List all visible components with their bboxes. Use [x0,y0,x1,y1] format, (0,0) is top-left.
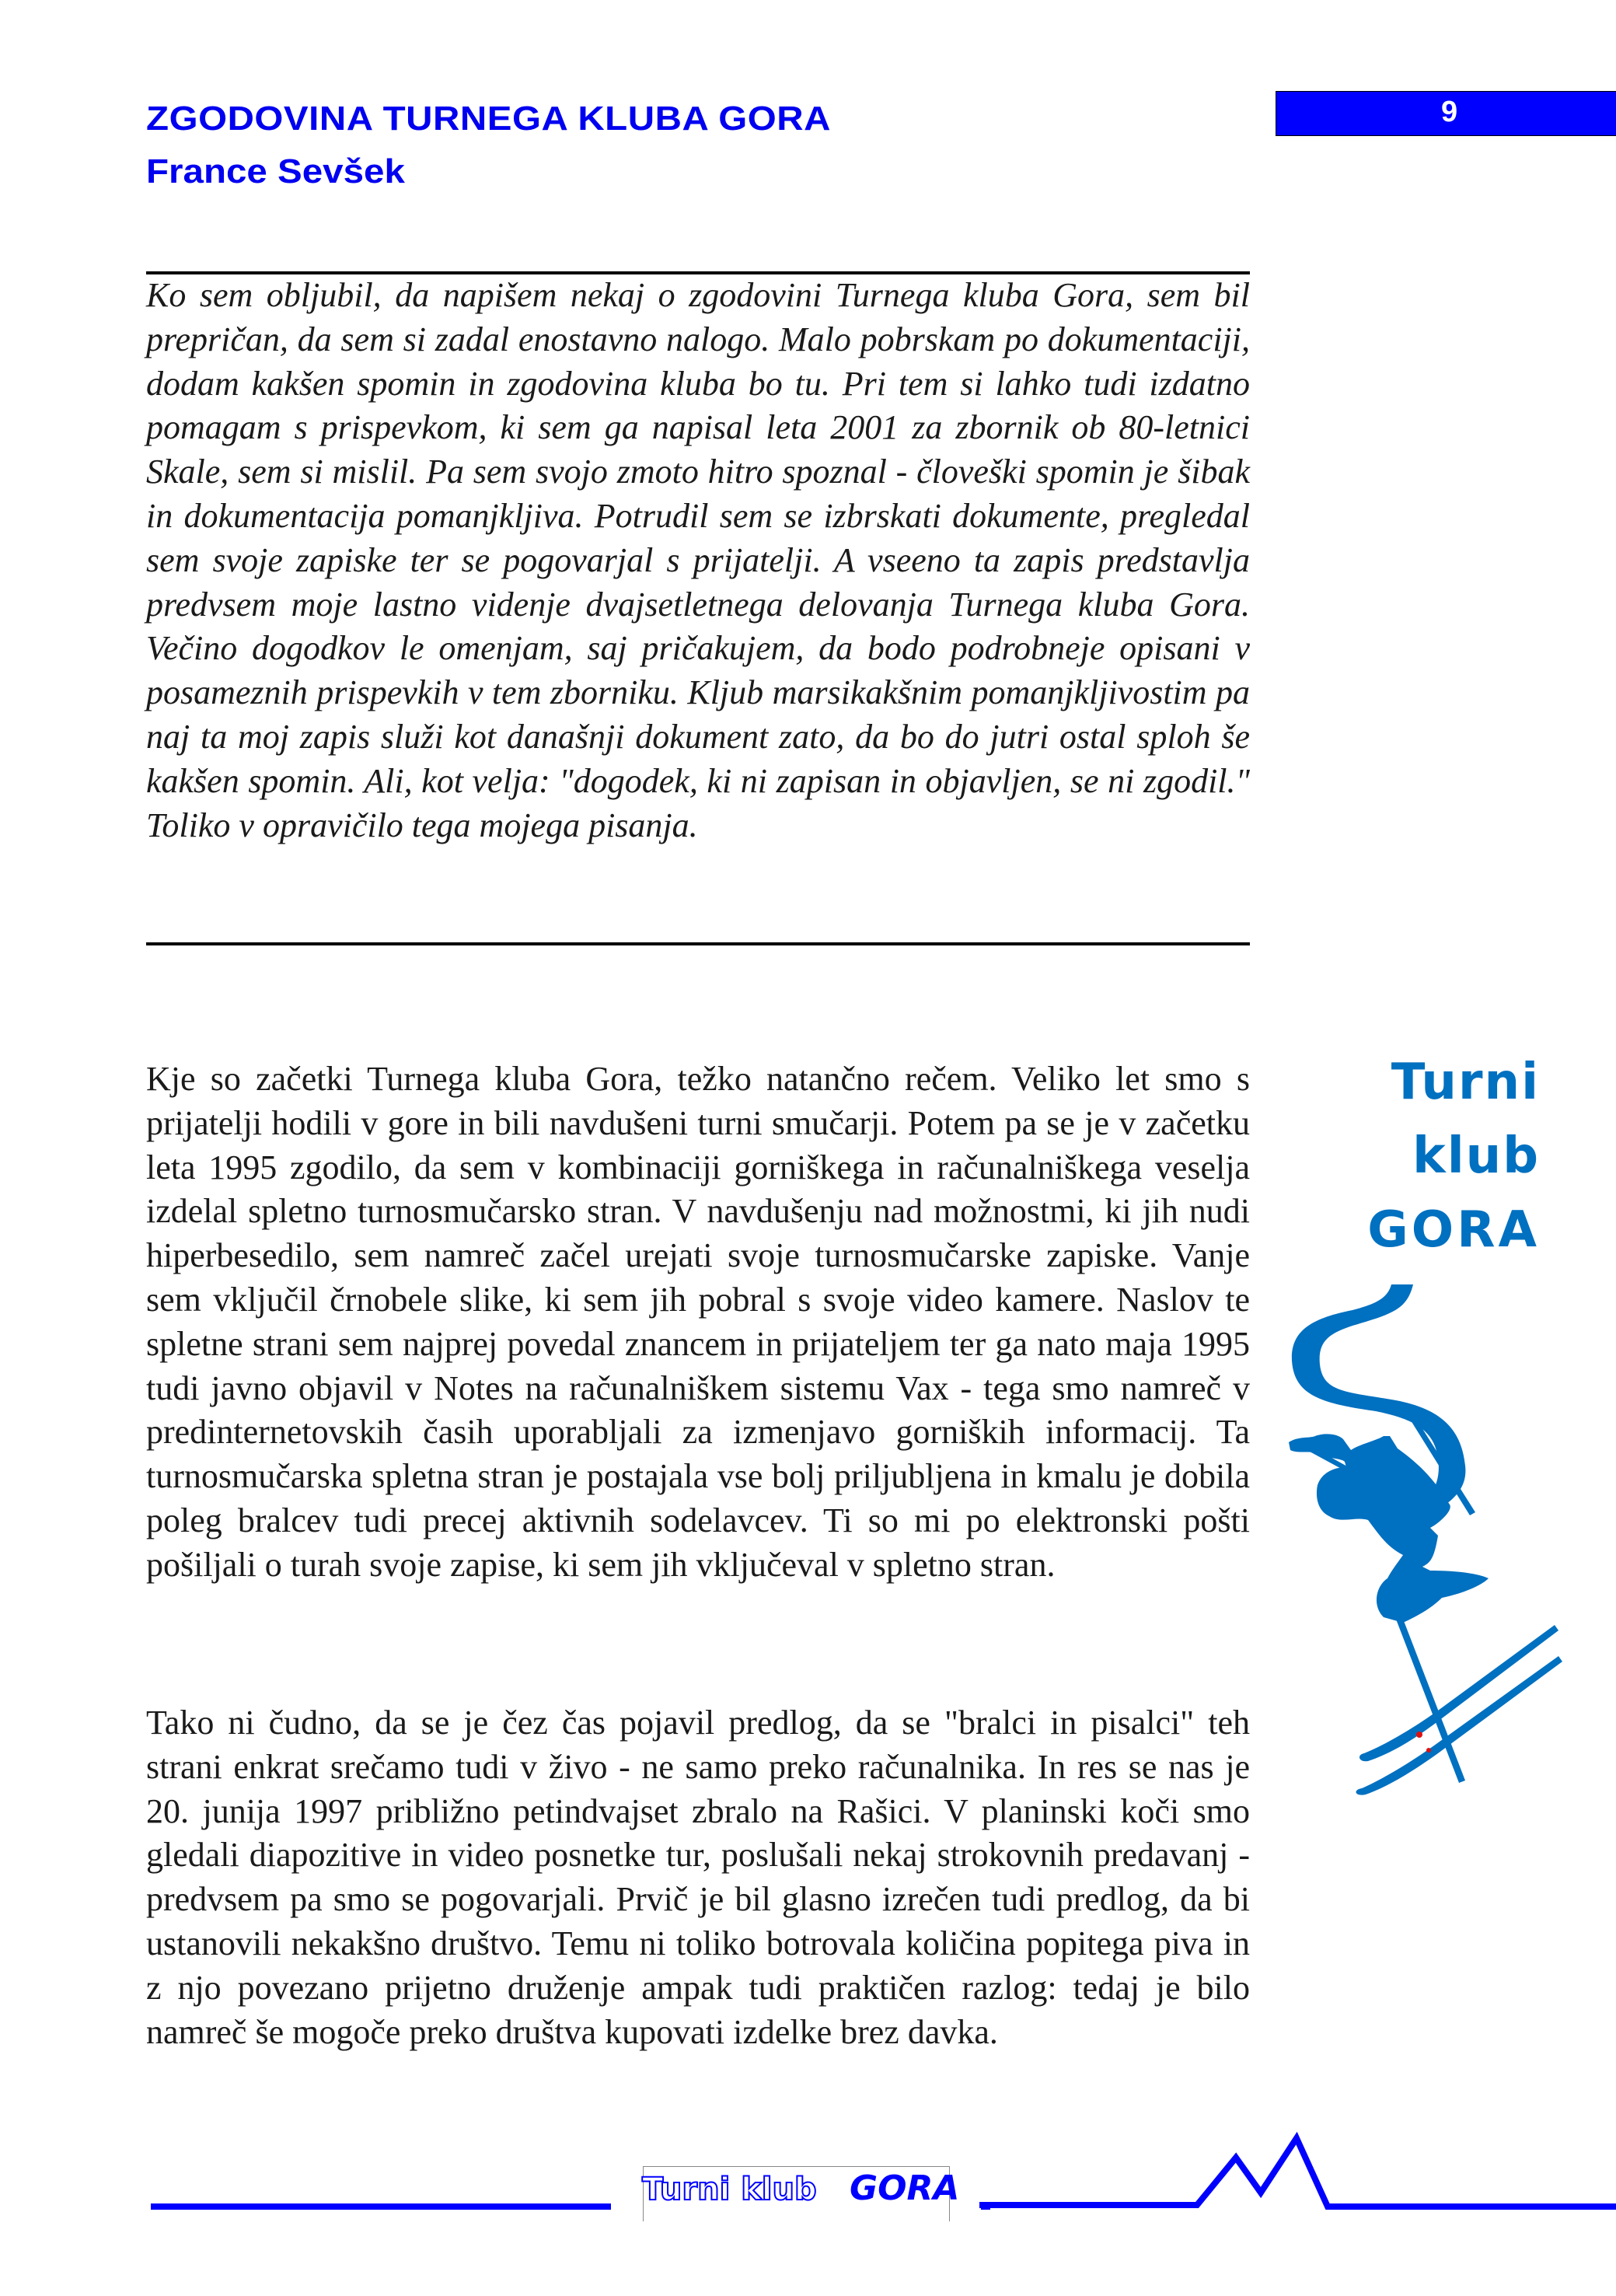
mountain-line-icon [972,2084,1616,2224]
intro-paragraph: Ko sem obljubil, da napišem nekaj o zgodovini Turnega kluba Gora, sem bil prepričan, da sem si zadal enostavno nalogo. Malo pobrskam po dokumentaciji, dodam kakšen spomin in zgodovina kluba bo tu. Pri tem si lahko tudi izdatno pomagam s prispevkom, ki sem ga napisal leta 2001 za zbornik ob 80-letnici Skale, sem si mislil. Pa sem svojo zmoto hitro spoznal - človeški spomin je šibak in dokumentacija pomanjkljiva. Potrudil sem se izbrskati dokumente, pregledal sem svoje zapiske ter se pogovarjal s prijatelji. A vseeno ta zapis predstavlja predvsem moje lastno videnje dvajsetletnega delovanja Turnega kluba Gora. Večino dogodkov le omenjam, saj pričakujem, da bodo podrobneje opisani v posameznih prispevkih v tem zborniku. Kljub marsikakšnim pomanjkljivostim pa naj ta moj zapis služi kot današnji dokument zato, da bo do jutri ostal sploh še kakšen spomin. Ali, kot velja: "dogodek, ki ni zapisan in objavljen, se ni zgodil." Toliko v opravičilo tega mojega pisanja. [146,276,1250,844]
intro-bottom-rule [146,942,1250,945]
page-number: 9 [1441,96,1458,128]
footer-logo-bold-text: GORA [850,2168,960,2208]
body-paragraph: Tako ni čudno, da se je čez čas pojavil predlog, da se "bralci in pisalci" teh strani enkrat srečamo tudi v živo - ne samo preko računalnika. In res se nas je 20. junija 1997 približno petindvajset zbralo na Rašici. V planinski koči smo gledali diapozitive in video posnetke tur, poslušali nekaj strokovnih predavanj - predvsem pa smo se pogovarjali. Prvič je bil glasno izrečen tudi predlog, da bi ustanovili nekakšno društvo. Temu ni toliko botrovala količina popitega piva in z njo povezano prijetno druženje ampak tudi praktičen razlog: tedaj je bilo namreč še mogoče preko društva kupovati izdelke brez davka. [146,1704,1250,2051]
footer-logo-outline-text: Turni klub [642,2172,817,2207]
club-logo-line-turni: Turni [1391,1054,1540,1111]
page-number-badge [1276,91,1616,136]
club-logo-line-gora: GORA [1367,1201,1540,1259]
club-logo-line-klub: klub [1412,1127,1540,1185]
footer-rule-left [151,2203,611,2210]
body-paragraph: Kje so začetki Turnega kluba Gora, težko natančno rečem. Veliko let smo s prijatelji hodili v gore in bili navdušeni turni smučarji. Potem pa se je v začetku leta 1995 zgodilo, da sem v kombinaciji gorniškega in računalniškega veselja izdelal spletno turnosmučarsko stran. V navdušenju nad možnostmi, ki jih nudi hiperbesedilo, sem namreč začel urejati svoje turnosmučarske zapiske. Vanje sem vključil črnobele slike, ki sem jih pobral s svoje video kamere. Naslov te spletne strani sem najprej povedal znancem in prijateljem ter ga nato maja 1995 tudi javno objavil v Notes na računalniškem sistemu Vax - tega smo namreč v predinternetovskih časih uporabljali za izmenjavo gorniških informacij. Ta turnosmučarska spletna stran je postajala vse bolj priljubljena in kmalu je dobila poleg bralcev tudi precej aktivnih sodelavcev. Ti so mi po elektronski pošti pošiljali o turah svoje zapise, ki sem jih vključeval v spletno stran. [146,1060,1250,1584]
page-title: ZGODOVINA TURNEGA KLUBA GORA [146,100,832,138]
author-name: France Sevšek [146,152,405,190]
skier-icon [1275,1263,1586,1800]
